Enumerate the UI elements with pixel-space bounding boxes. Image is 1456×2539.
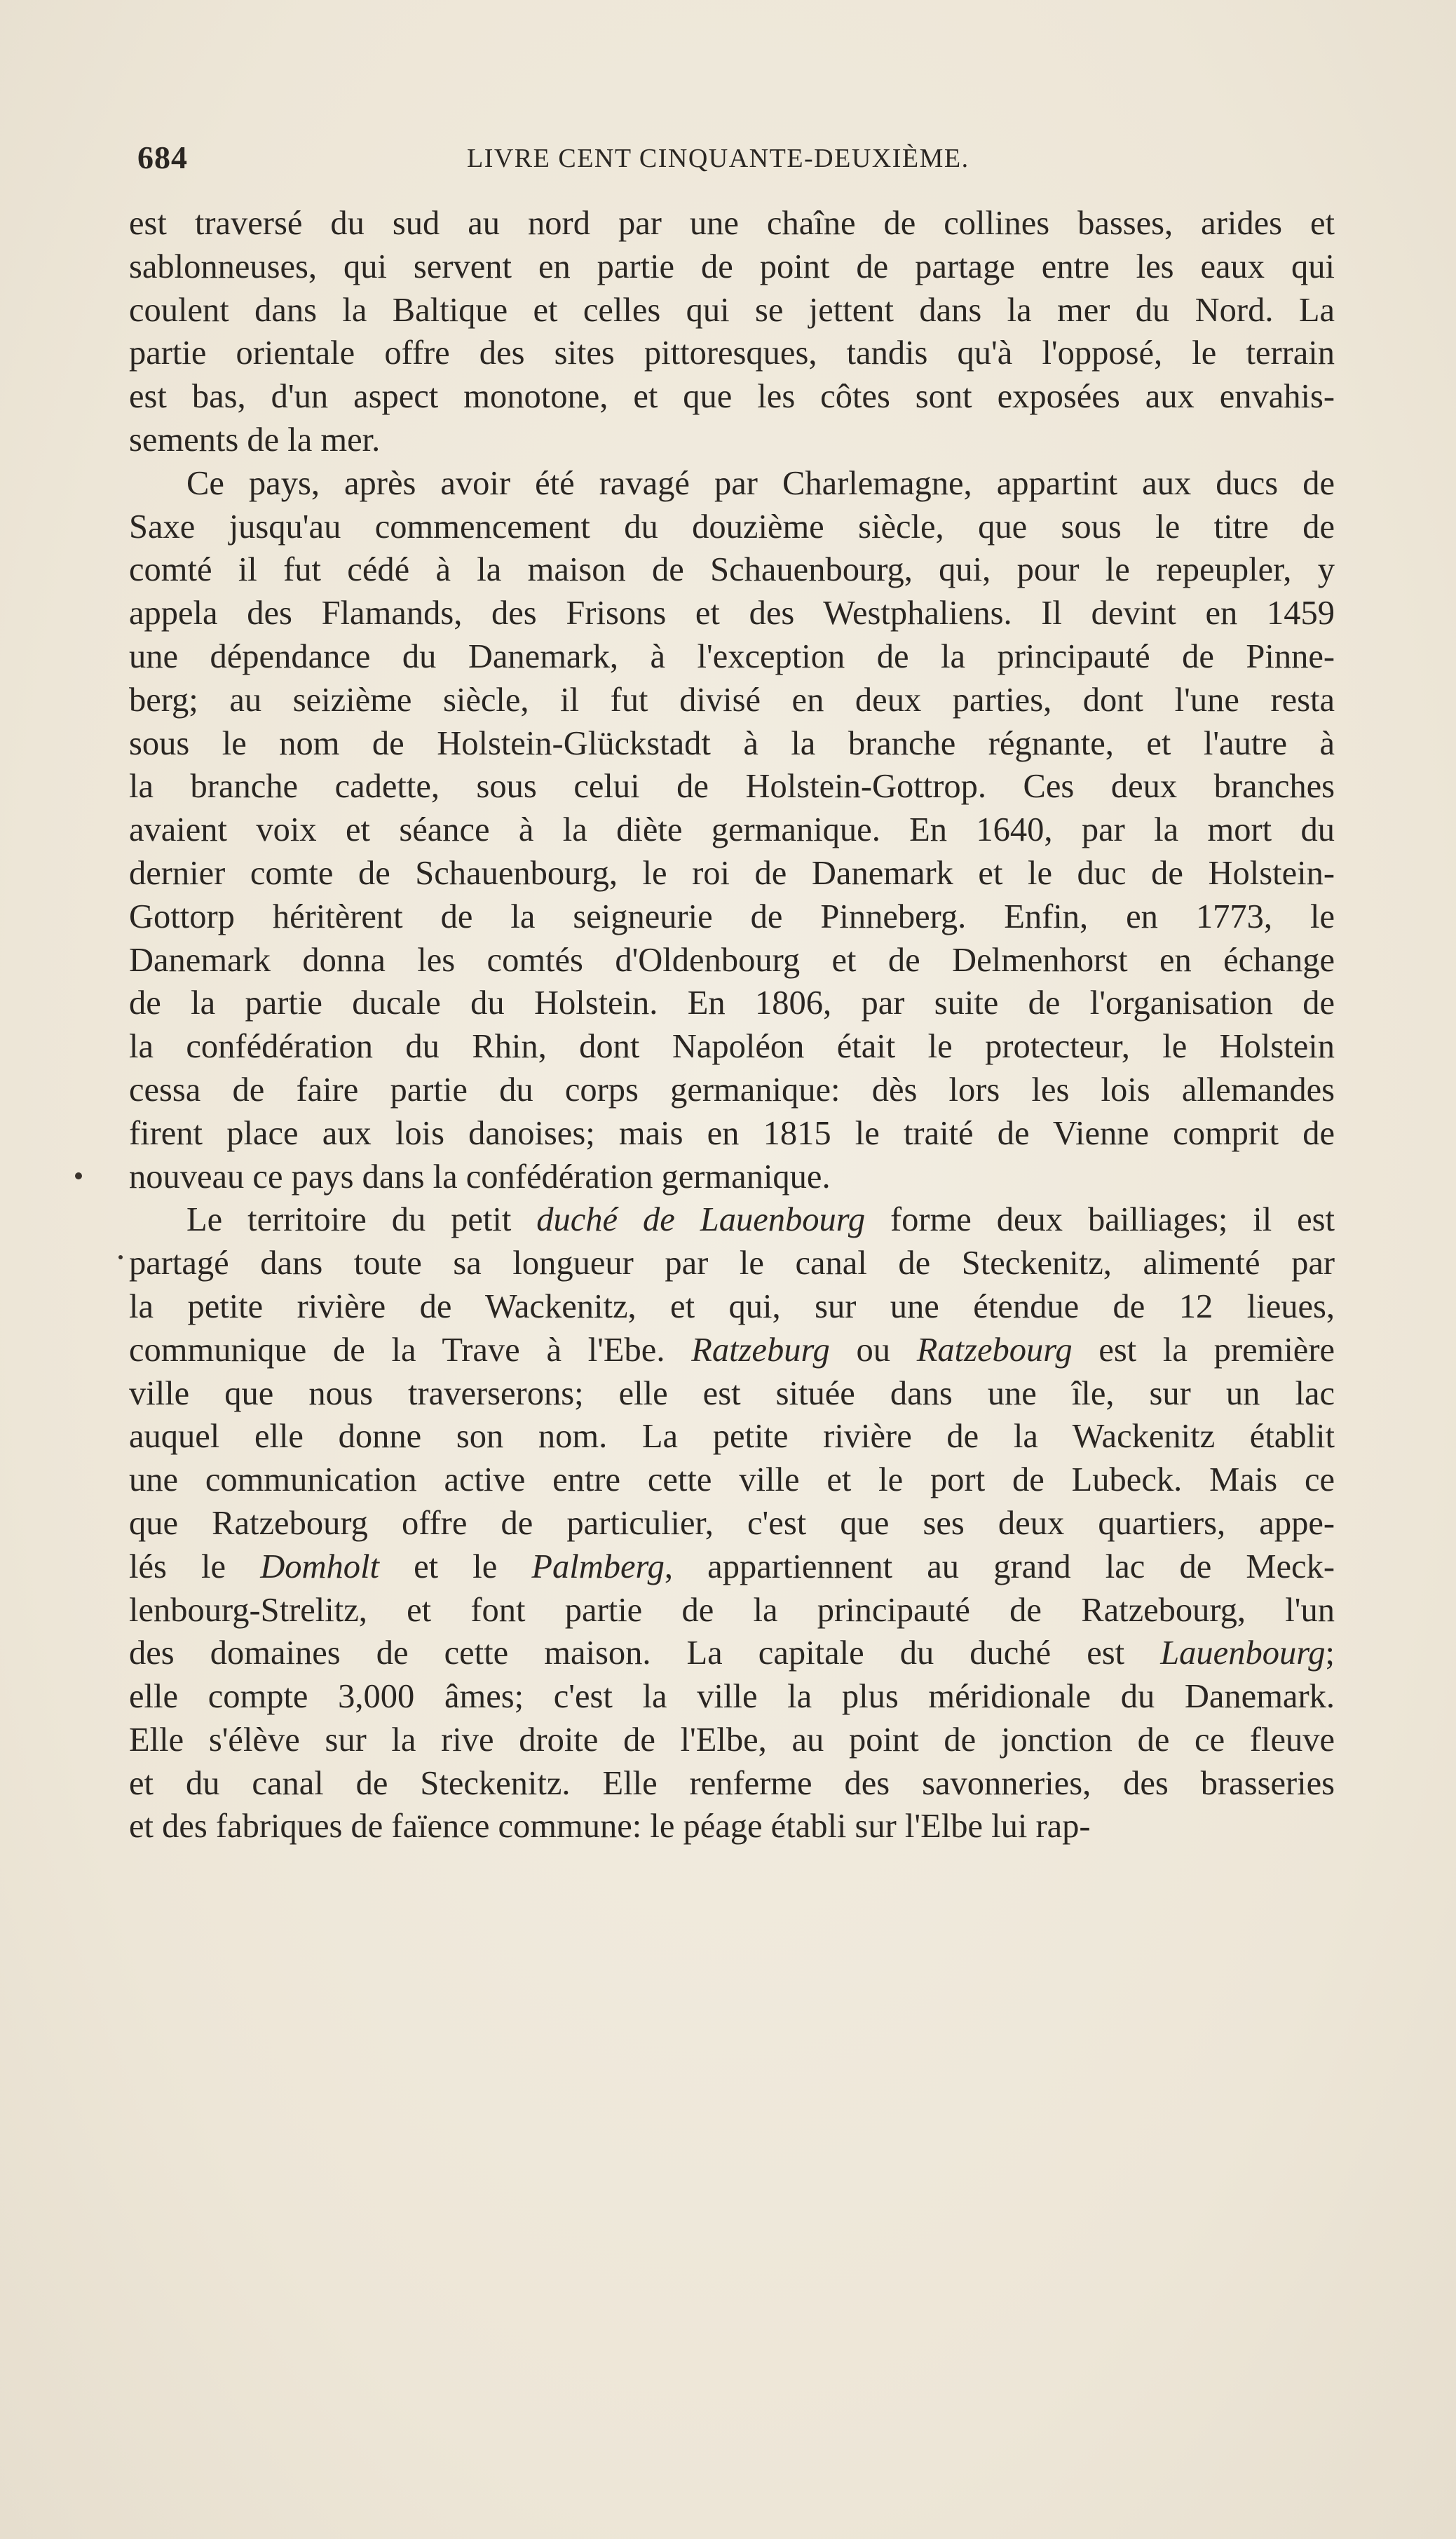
running-head: LIVRE CENT CINQUANTE-DEUXIÈME. xyxy=(467,144,969,173)
ink-speck xyxy=(118,1255,123,1259)
text-line: ville que nous traverserons; elle est située dans une île, sur un lac xyxy=(129,1374,1335,1412)
text-line: coulent dans la Baltique et celles qui se jettent dans la mer du Nord. La xyxy=(129,291,1335,329)
text-line: une communication active entre cette ville et le port de Lubeck. Mais ce xyxy=(129,1461,1335,1499)
text-line: firent place aux lois danoises; mais en 1815 le traité de Vienne comprit de xyxy=(129,1114,1335,1152)
text-line: la branche cadette, sous celui de Holstein-Gottrop. Ces deux branches xyxy=(129,768,1335,806)
text-line: dernier comte de Schauenbourg, le roi de Danemark et le duc de Holstein- xyxy=(129,854,1335,892)
text-line: sous le nom de Holstein-Glückstadt à la branche régnante, et l'autre à xyxy=(129,724,1335,762)
text-line: berg; au seizième siècle, il fut divisé en deux parties, dont l'une resta xyxy=(129,681,1335,719)
text-line: et des fabriques de faïence commune: le péage établi sur l'Elbe lui rap- xyxy=(129,1808,1091,1846)
text-line: elle compte 3,000 âmes; c'est la ville la plus méridionale du Danemark. xyxy=(129,1678,1335,1716)
text-line: la confédération du Rhin, dont Napoléon était le protecteur, le Holstein xyxy=(129,1028,1335,1066)
text-line: comté il fut cédé à la maison de Schauenbourg, qui, pour le repeupler, y xyxy=(129,551,1335,589)
text-line: lés le Domholt et le Palmberg, appartiennent au grand lac de Meck- xyxy=(129,1548,1335,1585)
text-line: Le territoire du petit duché de Lauenbourg forme deux bailliages; il est xyxy=(186,1201,1335,1239)
text-line: Saxe jusqu'au commencement du douzième siècle, que sous le titre de xyxy=(129,508,1335,546)
text-line: auquel elle donne son nom. La petite rivière de la Wackenitz établit xyxy=(129,1418,1335,1456)
text-line: est traversé du sud au nord par une chaîne de collines basses, arides et xyxy=(129,205,1335,242)
text-line: cessa de faire partie du corps germanique: dès lors les lois allemandes xyxy=(129,1071,1335,1109)
text-line: Ce pays, après avoir été ravagé par Charlemagne, appartint aux ducs de xyxy=(186,464,1335,502)
text-line: lenbourg-Strelitz, et font partie de la principauté de Ratzebourg, l'un xyxy=(129,1591,1335,1629)
text-line: des domaines de cette maison. La capitale du duché est Lauenbourg; xyxy=(129,1634,1335,1672)
page-number: 684 xyxy=(137,140,188,175)
page-header xyxy=(137,139,1329,181)
text-line: partagé dans toute sa longueur par le canal de Steckenitz, alimenté par xyxy=(129,1245,1335,1282)
text-line: appela des Flamands, des Frisons et des Westphaliens. Il devint en 1459 xyxy=(129,595,1335,632)
text-line: Gottorp héritèrent de la seigneurie de Pinneberg. Enfin, en 1773, le xyxy=(129,898,1335,935)
text-line: est bas, d'un aspect monotone, et que les côtes sont exposées aux envahis- xyxy=(129,378,1335,416)
text-line: avaient voix et séance à la diète germanique. En 1640, par la mort du xyxy=(129,811,1335,849)
text-line: Elle s'élève sur la rive droite de l'Elbe, au point de jonction de ce fleuve xyxy=(129,1721,1335,1759)
text-line: que Ratzebourg offre de particulier, c'est que ses deux quartiers, appe- xyxy=(129,1504,1335,1542)
text-line: Danemark donna les comtés d'Oldenbourg et de Delmenhorst en échange xyxy=(129,941,1335,979)
text-line: de la partie ducale du Holstein. En 1806, par suite de l'organisation de xyxy=(129,984,1335,1022)
text-line: nouveau ce pays dans la confédération germanique. xyxy=(129,1158,831,1196)
text-line: sements de la mer. xyxy=(129,421,381,459)
body-text xyxy=(129,202,1335,1848)
text-line: partie orientale offre des sites pittoresques, tandis qu'à l'opposé, le terrain xyxy=(129,334,1335,372)
text-line: la petite rivière de Wackenitz, et qui, sur une étendue de 12 lieues, xyxy=(129,1287,1335,1325)
text-line: une dépendance du Danemark, à l'exception de la principauté de Pinne- xyxy=(129,637,1335,675)
text-line: sablonneuses, qui servent en partie de point de partage entre les eaux qui xyxy=(129,248,1335,285)
ink-speck xyxy=(75,1172,82,1179)
text-line: et du canal de Steckenitz. Elle renferme des savonneries, des brasseries xyxy=(129,1764,1335,1802)
text-line: communique de la Trave à l'Ebe. Ratzeburg ou Ratzebourg est la première xyxy=(129,1331,1335,1369)
